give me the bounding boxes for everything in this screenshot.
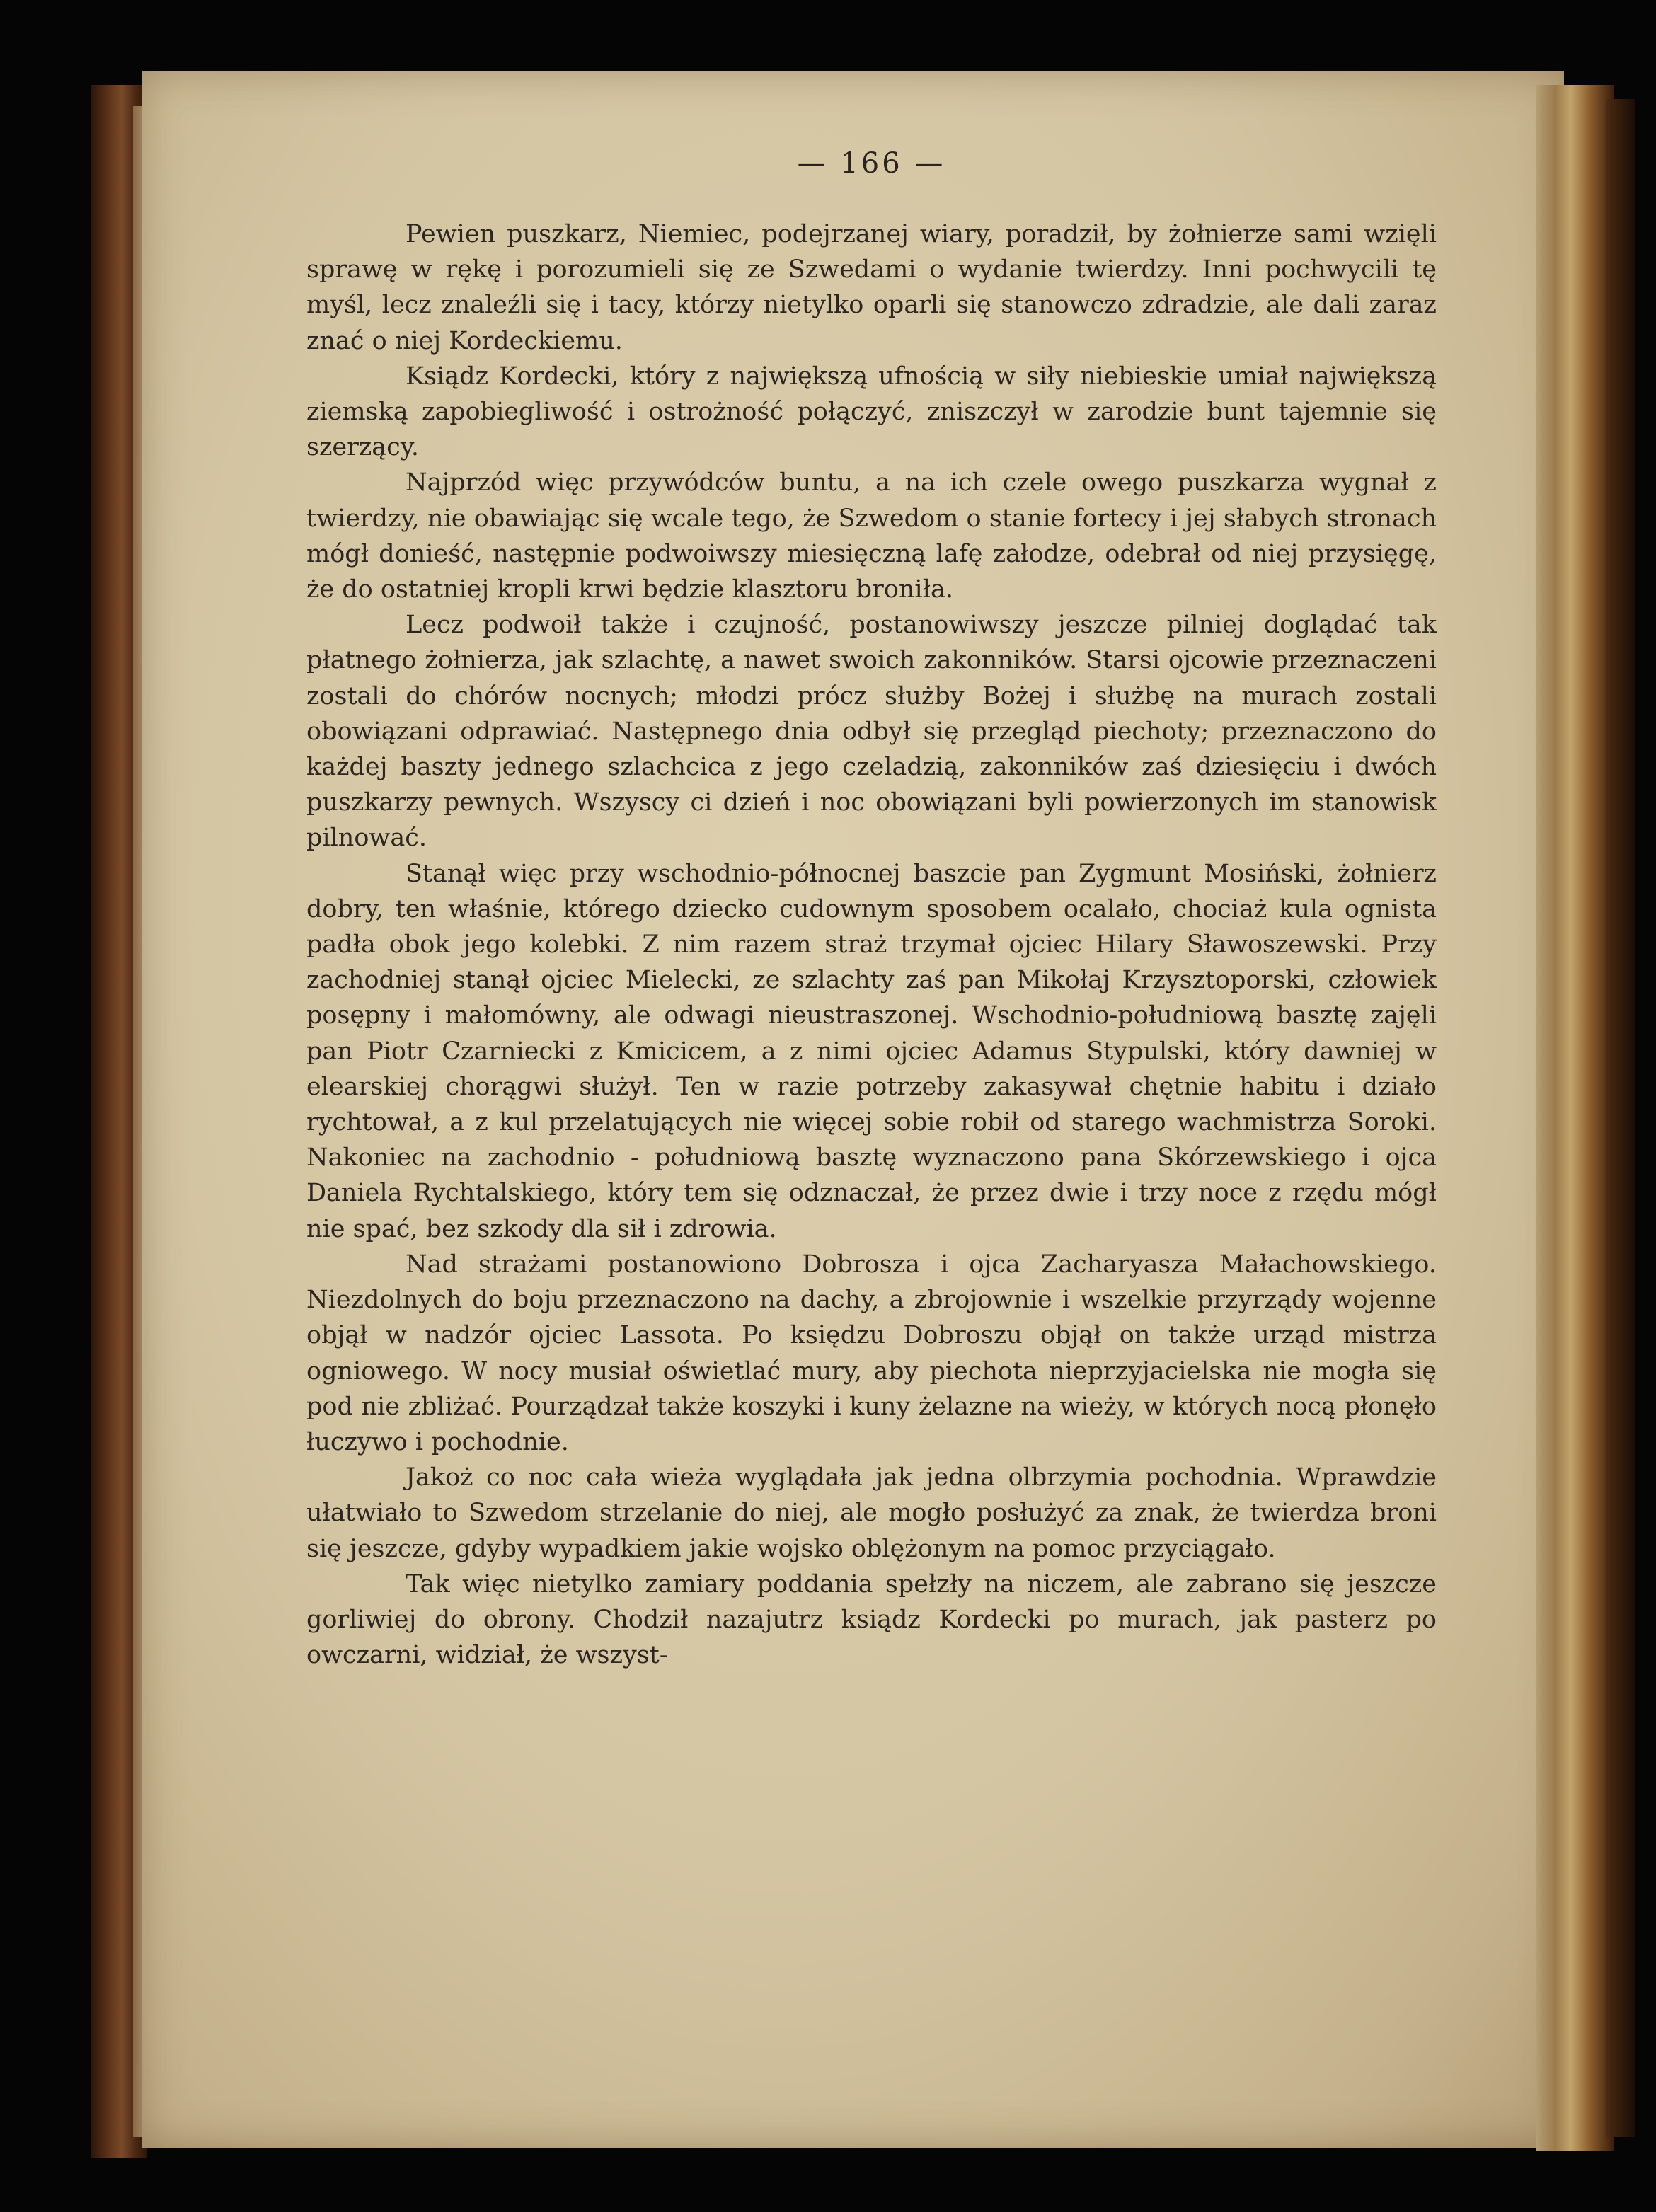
page-number: — 166 — (797, 147, 946, 180)
paragraph-6: Nad strażami postanowiono Dobrosza i ojca Zacharyasza Małachowskiego. Niezdolnych do boju przeznaczono na dachy, a zbrojownie i wszelkie przyrządy wojenne objął w nadzór ojciec Lassota. Po księdzu Dobroszu objął on także urząd mistrza ogniowego. W nocy musiał oświetlać mury, aby piechota nieprzyjacielska nie mogła się pod nie zbliżać. Pourządzał także koszyki i kuny żelazne na wieży, w których nocą płonęło łuczywo i pochodnie. (306, 1250, 1437, 1456)
book-page-curl (1536, 85, 1614, 2151)
paragraph-8: Tak więc nietylko zamiary poddania spełzły na niczem, ale zabrano się jeszcze gorliwiej do obrony. Chodził nazajutrz ksiądz Kordecki po murach, jak pasterz po owczarni, widział, że wszyst- (306, 1569, 1437, 1670)
paragraph-5: Stanął więc przy wschodnio-północnej baszcie pan Zygmunt Mosiński, żołnierz dobry, ten właśnie, którego dziecko cudownym sposobem ocalało, chociaż kula ognista padła obok jego kolebki. Z nim razem straż trzymał ojciec Hilary Sławoszewski. Przy zachodniej stanął ojciec Mielecki, ze szlachty zaś pan Mikołaj Krzysztoporski, człowiek posępny i małomówny, ale odwagi nieustraszonej. Wschodnio-południową basztę zajęli pan Piotr Czarniecki z Kmicicem, a z nimi ojciec Adamus Stypulski, który dawniej w elearskiej chorągwi służył. Ten w razie potrzeby zakasywał chętnie habitu i działo rychtował, a z kul przelatujących nie więcej sobie robił od starego wachmistrza Soroki. Nakoniec na zachodnio - południową basztę wyznaczono pana Skórzewskiego i ojca Daniela Rychtalskiego, który tem się odznaczał, że przez dwie i trzy noce z rzędu mógł nie spać, bez szkody dla sił i zdrowia. (306, 859, 1437, 1243)
paragraph-3: Najprzód więc przywódców buntu, a na ich czele owego puszkarza wygnał z twierdzy, nie obawiając się wcale tego, że Szwedom o stanie fortecy i jej słabych stronach mógł donieść, następnie podwoiwszy miesięczną lafę załodze, odebrał od niej przysięgę, że do ostatniej kropli krwi będzie klasztoru broniła. (306, 468, 1437, 604)
paragraph-1: Pewien puszkarz, Niemiec, podejrzanej wiary, poradził, by żołnierze sami wzięli sprawę w rękę i porozumieli się ze Szwedami o wydanie twierdzy. Inni pochwycili tę myśl, lecz znaleźli się i tacy, którzy nietylko oparli się stanowczo zdradzie, ale dali zaraz znać o niej Kordeckiemu. (306, 220, 1437, 355)
paragraph-4: Lecz podwoił także i czujność, postanowiwszy jeszcze pilniej doglądać tak płatnego żołnierza, jak szlachtę, a nawet swoich zakonników. Starsi ojcowie przeznaczeni zostali do chórów nocnych; młodzi prócz służby Bożej i służbę na murach zostali obowiązani odprawiać. Następnego dnia odbył się przegląd piechoty; przeznaczono do każdej baszty jednego szlachcica z jego czeladzią, zakonników zaś dziesięciu i dwóch puszkarzy pewnych. Wszyscy ci dzień i noc obowiązani byli powierzonych im stanowisk pilnować. (306, 611, 1437, 853)
paragraph-2: Ksiądz Kordecki, który z największą ufnością w siły niebieskie umiał największą ziemską zapobiegliwość i ostrożność połączyć, zniszczył w zarodzie bunt tajemnie się szerzący. (306, 362, 1437, 462)
paragraph-7: Jakoż co noc cała wieża wyglądała jak jedna olbrzymia pochodnia. Wprawdzie ułatwiało to Szwedom strzelanie do niej, ale mogło posłużyć za znak, że twierdza broni się jeszcze, gdyby wypadkiem jakie wojsko oblężonym na pomoc przyciągało. (306, 1463, 1437, 1563)
book-edge-right (1606, 99, 1635, 2137)
page-text-block (306, 146, 1437, 1673)
